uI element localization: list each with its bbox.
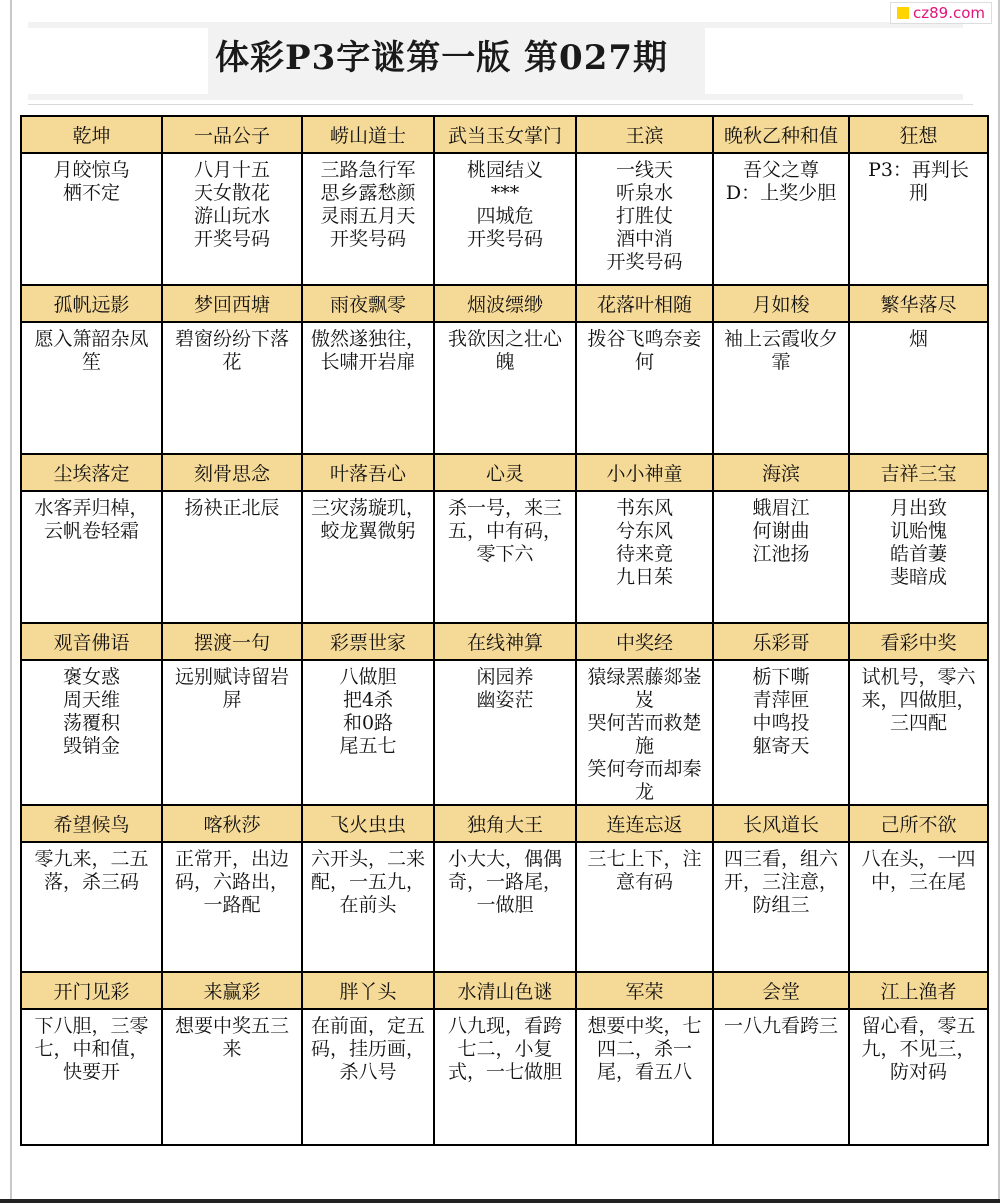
header-row — [21, 116, 988, 153]
clue-line: 尾，看五八 — [596, 1061, 692, 1083]
clue-line: 愿入箫韶杂凤 — [34, 328, 149, 350]
column-header: 心灵 — [434, 454, 576, 491]
column-header: 小小神童 — [576, 454, 713, 491]
clue-line: 七二，小复 — [457, 1038, 553, 1060]
clue-line: 兮东风 — [615, 520, 673, 542]
clue-line: 杀八号 — [339, 1061, 397, 1083]
clue-cell — [21, 660, 162, 805]
clue-line: 游山玩水 — [193, 205, 270, 227]
puzzle-table — [20, 115, 989, 1146]
clue-cell — [434, 1009, 576, 1145]
clue-line: 我欲因之壮心 — [447, 328, 562, 350]
clue-cell — [434, 491, 576, 623]
clue-cell — [434, 153, 576, 285]
clue-line: 刑 — [908, 182, 928, 204]
title-banner-right-panel — [705, 28, 963, 94]
clue-line: 毁销金 — [62, 735, 120, 757]
clue-line: 一做胆 — [476, 894, 534, 916]
clue-line: 把4杀 — [342, 689, 394, 711]
clue-cell — [21, 1009, 162, 1145]
clue-line: 褒女惑 — [62, 666, 120, 688]
clue-row — [21, 842, 988, 972]
clue-line: 霏 — [771, 351, 791, 373]
column-header: 己所不欲 — [849, 805, 988, 842]
column-header: 叶落吾心 — [302, 454, 434, 491]
clue-line: 青萍匣 — [752, 689, 810, 711]
clue-cell — [849, 153, 988, 285]
column-header: 月如梭 — [713, 285, 849, 322]
clue-line: 想要中奖五三 — [174, 1015, 289, 1037]
clue-line: 何谢曲 — [752, 520, 810, 542]
column-header: 希望候鸟 — [21, 805, 162, 842]
column-header: 中奖经 — [576, 623, 713, 660]
column-header: 长风道长 — [713, 805, 849, 842]
clue-cell — [434, 322, 576, 454]
clue-line: 八做胆 — [339, 666, 397, 688]
clue-line: 中，三在尾 — [870, 871, 966, 893]
clue-line: 云帆卷轻霜 — [43, 520, 139, 542]
clue-line: 月出致 — [889, 497, 947, 519]
column-header: 孤帆远影 — [21, 285, 162, 322]
column-header: 会堂 — [713, 972, 849, 1009]
column-header: 梦回西塘 — [162, 285, 302, 322]
column-header: 乐彩哥 — [713, 623, 849, 660]
clue-line: 思乡露愁颜 — [320, 182, 416, 204]
clue-line: 码，挂历画， — [310, 1038, 425, 1060]
clue-cell — [576, 1009, 713, 1145]
clue-cell — [302, 322, 434, 454]
clue-line: 拨谷飞鸣奈妾 — [587, 328, 702, 350]
clue-line: 三七上下，注 — [587, 848, 702, 870]
clue-line: 开奖号码 — [329, 228, 406, 250]
clue-line: 傲然遂独往， — [310, 328, 425, 350]
page-title: 体彩P3字谜第一版 第027期 — [215, 38, 669, 78]
clue-cell — [849, 491, 988, 623]
clue-line: 八九现，看跨 — [447, 1015, 562, 1037]
clue-line: P3：再判长 — [868, 159, 969, 181]
clue-line: 幽姿茫 — [476, 689, 534, 711]
clue-cell — [21, 842, 162, 972]
clue-cell — [576, 842, 713, 972]
clue-cell — [713, 660, 849, 805]
column-header: 水清山色谜 — [434, 972, 576, 1009]
header-row — [21, 623, 988, 660]
clue-cell — [849, 660, 988, 805]
clue-cell — [162, 322, 302, 454]
clue-line: *** — [490, 182, 520, 204]
header-row — [21, 805, 988, 842]
clue-line: 奇，一路尾， — [447, 871, 562, 893]
clue-line: 六开头，二来 — [310, 848, 425, 870]
clue-cell — [849, 842, 988, 972]
clue-cell — [849, 1009, 988, 1145]
clue-line: 蛟龙翼微躬 — [320, 520, 416, 542]
clue-line: 快要开 — [62, 1061, 120, 1083]
clue-cell — [434, 842, 576, 972]
clue-line: 下八胆，三零 — [34, 1015, 149, 1037]
column-header: 吉祥三宝 — [849, 454, 988, 491]
clue-line: 留心看，零五 — [861, 1015, 976, 1037]
clue-cell — [302, 660, 434, 805]
clue-line: 斐暗成 — [889, 566, 947, 588]
column-header: 烟波缥缈 — [434, 285, 576, 322]
clue-line: 防组三 — [752, 894, 810, 916]
column-header: 刻骨思念 — [162, 454, 302, 491]
clue-cell — [302, 491, 434, 623]
column-header: 王滨 — [576, 116, 713, 153]
column-header: 看彩中奖 — [849, 623, 988, 660]
clue-cell — [302, 1009, 434, 1145]
column-header: 尘埃落定 — [21, 454, 162, 491]
column-header: 军荣 — [576, 972, 713, 1009]
column-header: 胖丫头 — [302, 972, 434, 1009]
clue-line: 月皎惊乌 — [53, 159, 130, 181]
column-header: 开门见彩 — [21, 972, 162, 1009]
clue-cell — [576, 322, 713, 454]
clue-cell — [302, 842, 434, 972]
clue-line: 栖不定 — [62, 182, 120, 204]
clue-line: 周天维 — [62, 689, 120, 711]
clue-row — [21, 153, 988, 285]
clue-line: 落，杀三码 — [43, 871, 139, 893]
clue-line: 屏 — [222, 689, 242, 711]
header-row — [21, 454, 988, 491]
clue-cell — [576, 153, 713, 285]
clue-cell — [162, 660, 302, 805]
clue-line: 中鸣投 — [752, 712, 810, 734]
clue-line: 开，三注意， — [723, 871, 838, 893]
clue-line: 一线天 — [615, 159, 673, 181]
clue-line: 远别赋诗留岩 — [174, 666, 289, 688]
clue-cell — [713, 491, 849, 623]
column-header: 独角大王 — [434, 805, 576, 842]
clue-cell — [434, 660, 576, 805]
clue-line: 一路配 — [203, 894, 261, 916]
clue-cell — [576, 491, 713, 623]
clue-line: 皓首萋 — [889, 543, 947, 565]
clue-line: 杀一号，来三 — [447, 497, 562, 519]
column-header: 一品公子 — [162, 116, 302, 153]
clue-line: 书东风 — [615, 497, 673, 519]
clue-line: 小大大，偶偶 — [447, 848, 562, 870]
clue-line: 酒中消 — [615, 228, 673, 250]
clue-cell — [713, 1009, 849, 1145]
clue-line: 花 — [222, 351, 242, 373]
clue-line: 正常开，出边 — [174, 848, 289, 870]
clue-row — [21, 491, 988, 623]
clue-row — [21, 322, 988, 454]
clue-line: 和0路 — [342, 712, 394, 734]
column-header: 海滨 — [713, 454, 849, 491]
site-watermark — [890, 2, 992, 24]
clue-line: 笙 — [81, 351, 101, 373]
clue-cell — [162, 153, 302, 285]
clue-line: 想要中奖，七 — [587, 1015, 702, 1037]
clue-line: 蛾眉江 — [752, 497, 810, 519]
clue-line: 听泉水 — [615, 182, 673, 204]
clue-line: 烟 — [908, 328, 928, 350]
clue-line: 三灾荡璇玑， — [310, 497, 425, 519]
clue-line: 零九来，二五 — [34, 848, 149, 870]
clue-line: 灵雨五月天 — [320, 205, 416, 227]
clue-line: 尾五七 — [339, 735, 397, 757]
clue-line: 四二，杀一 — [596, 1038, 692, 1060]
clue-line: 栃下嘶 — [752, 666, 810, 688]
clue-line: 碧窗纷纷下落 — [174, 328, 289, 350]
column-header: 雨夜飘零 — [302, 285, 434, 322]
clue-line: 吾父之尊 — [742, 159, 819, 181]
column-header: 喀秋莎 — [162, 805, 302, 842]
clue-line: 开奖号码 — [606, 251, 683, 273]
clue-line: 岌 — [634, 689, 654, 711]
clue-line: 荡覆积 — [62, 712, 120, 734]
clue-cell — [713, 153, 849, 285]
clue-line: 长啸开岩扉 — [320, 351, 416, 373]
clue-line: 来 — [222, 1038, 242, 1060]
clue-line: 在前面，定五 — [310, 1015, 425, 1037]
clue-cell — [21, 491, 162, 623]
clue-line: 闲园养 — [476, 666, 534, 688]
column-header: 连连忘返 — [576, 805, 713, 842]
clue-line: 八在头，一四 — [861, 848, 976, 870]
clue-cell — [302, 153, 434, 285]
column-header: 摆渡一句 — [162, 623, 302, 660]
watermark-text: cz89.com — [912, 4, 985, 22]
column-header: 崂山道士 — [302, 116, 434, 153]
clue-line: 在前头 — [339, 894, 397, 916]
clue-line: 笑何夸而却秦 — [587, 758, 702, 780]
clue-cell — [713, 842, 849, 972]
clue-cell — [162, 491, 302, 623]
clue-cell — [21, 153, 162, 285]
clue-line: 江池扬 — [752, 543, 810, 565]
clue-line: 四城危 — [476, 205, 534, 227]
header-row — [21, 285, 988, 322]
clue-line: 哭何苦而救楚 — [587, 712, 702, 734]
title-divider — [28, 104, 973, 105]
clue-line: 防对码 — [889, 1061, 947, 1083]
clue-line: 龙 — [634, 781, 654, 803]
clue-line: 水客弄归棹， — [34, 497, 149, 519]
column-header: 乾坤 — [21, 116, 162, 153]
clue-line: 九日茱 — [615, 566, 673, 588]
clue-line: 桃园结义 — [466, 159, 543, 181]
clue-line: 猿绿罴藤郯崟 — [587, 666, 702, 688]
clue-line: 打胜仗 — [615, 205, 673, 227]
column-header: 繁华落尽 — [849, 285, 988, 322]
clue-line: 扬袂正北辰 — [184, 497, 280, 519]
clue-line: 开奖号码 — [466, 228, 543, 250]
header-row — [21, 972, 988, 1009]
column-header: 狂想 — [849, 116, 988, 153]
clue-cell — [162, 1009, 302, 1145]
clue-line: 三路急行军 — [320, 159, 416, 181]
clue-line: 一八九看跨三 — [723, 1015, 838, 1037]
column-header: 晚秋乙种和值 — [713, 116, 849, 153]
watermark-square-icon — [897, 7, 909, 19]
clue-line: 讥贻愧 — [889, 520, 947, 542]
clue-line: 何 — [634, 351, 654, 373]
clue-line: 开奖号码 — [193, 228, 270, 250]
clue-line: 式，一七做胆 — [447, 1061, 562, 1083]
clue-line: 躯寄天 — [752, 735, 810, 757]
clue-cell — [713, 322, 849, 454]
page-border-left — [10, 0, 12, 1203]
clue-cell — [21, 322, 162, 454]
clue-line: 待来竟 — [615, 543, 673, 565]
clue-line: 袖上云霞收夕 — [723, 328, 838, 350]
clue-cell — [849, 322, 988, 454]
clue-cell — [162, 842, 302, 972]
clue-line: 三四配 — [889, 712, 947, 734]
clue-line: 来，四做胆， — [861, 689, 976, 711]
clue-line: 天女散花 — [193, 182, 270, 204]
clue-line: D：上奖少胆 — [725, 182, 837, 204]
column-header: 花落叶相随 — [576, 285, 713, 322]
clue-line: 码，六路出， — [174, 871, 289, 893]
page-border-bottom — [0, 1199, 1000, 1203]
title-banner-left-panel — [28, 28, 208, 94]
column-header: 观音佛语 — [21, 623, 162, 660]
column-header: 来赢彩 — [162, 972, 302, 1009]
clue-line: 七，中和值， — [34, 1038, 149, 1060]
clue-line: 五，中有码， — [447, 520, 562, 542]
column-header: 武当玉女掌门 — [434, 116, 576, 153]
clue-line: 九，不见三， — [861, 1038, 976, 1060]
clue-row — [21, 1009, 988, 1145]
column-header: 在线神算 — [434, 623, 576, 660]
clue-line: 魄 — [495, 351, 515, 373]
column-header: 飞火虫虫 — [302, 805, 434, 842]
clue-line: 试机号，零六 — [861, 666, 976, 688]
clue-line: 八月十五 — [193, 159, 270, 181]
clue-cell — [576, 660, 713, 805]
clue-line: 零下六 — [476, 543, 534, 565]
column-header: 江上渔者 — [849, 972, 988, 1009]
clue-line: 四三看，组六 — [723, 848, 838, 870]
clue-line: 意有码 — [615, 871, 673, 893]
clue-row — [21, 660, 988, 805]
clue-line: 施 — [634, 735, 654, 757]
column-header: 彩票世家 — [302, 623, 434, 660]
clue-line: 配，一五九， — [310, 871, 425, 893]
